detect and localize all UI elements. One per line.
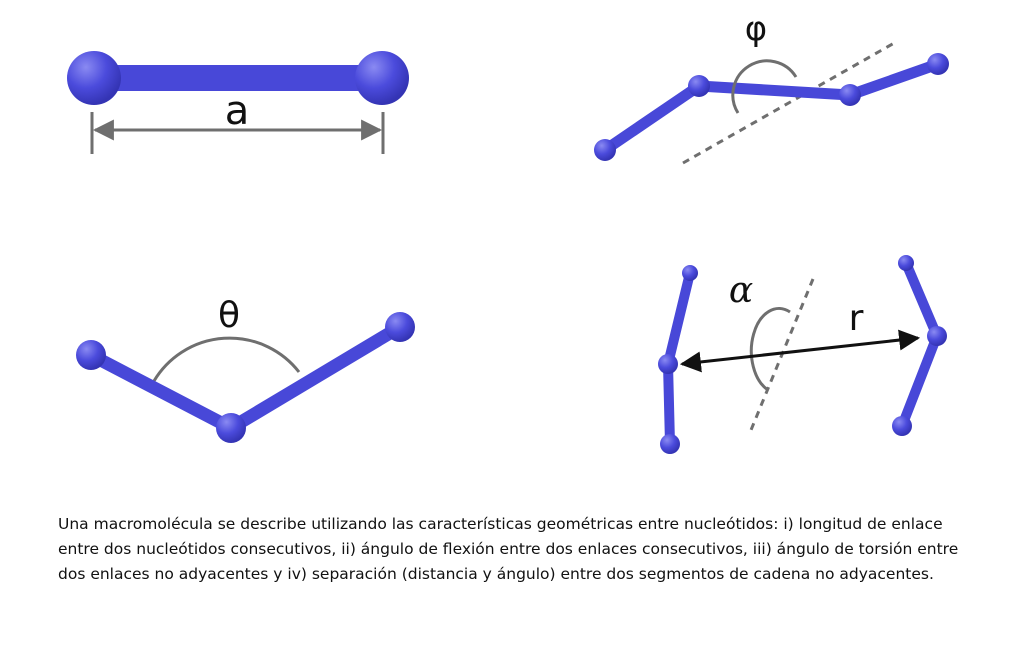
nucleotide-bead — [355, 51, 409, 105]
nucleotide-bead — [682, 265, 698, 281]
bond-length-label: a — [224, 88, 250, 134]
nucleotide-bead — [385, 312, 415, 342]
nucleotide-bead — [76, 340, 106, 370]
separation-angle-arc — [751, 308, 790, 390]
nucleotide-bead — [658, 354, 678, 374]
bend-angle-label: θ — [217, 295, 241, 336]
separation-distance-label: r — [848, 298, 864, 339]
nucleotide-bead — [67, 51, 121, 105]
nucleotide-bead — [216, 413, 246, 443]
torsion-angle-label: φ — [744, 9, 768, 49]
separation-panel — [658, 255, 947, 454]
bond-length-panel — [67, 51, 409, 154]
nucleotide-bead — [898, 255, 914, 271]
nucleotide-bead — [594, 139, 616, 161]
figure-caption: Una macromolécula se describe utilizando las características geométricas entre nucleótidos: i) longitud de enlace entre dos nucleótidos consecutivos, ii) ángulo de flexión entre dos enlaces consecutivos, iii) ángulo de torsión entre dos enlaces no adyacentes y iv) separación (distancia y ángulo) entre dos segmentos de cadena no adyacentes. — [58, 515, 959, 583]
bend-angle-arc — [154, 338, 299, 381]
nucleotide-bead — [688, 75, 710, 97]
nucleotide-bead — [892, 416, 912, 436]
torsion-reference-line — [683, 42, 896, 163]
bend-chain — [91, 327, 400, 428]
separation-distance-arrow — [682, 338, 918, 364]
separation-angle-label: α — [728, 270, 754, 311]
torsion-angle-panel — [594, 9, 949, 163]
nucleotide-bead — [660, 434, 680, 454]
bend-angle-panel — [76, 295, 415, 443]
nucleotide-bead — [927, 326, 947, 346]
nucleotide-bead — [927, 53, 949, 75]
nucleotide-bead — [839, 84, 861, 106]
torsion-chain — [605, 64, 938, 150]
